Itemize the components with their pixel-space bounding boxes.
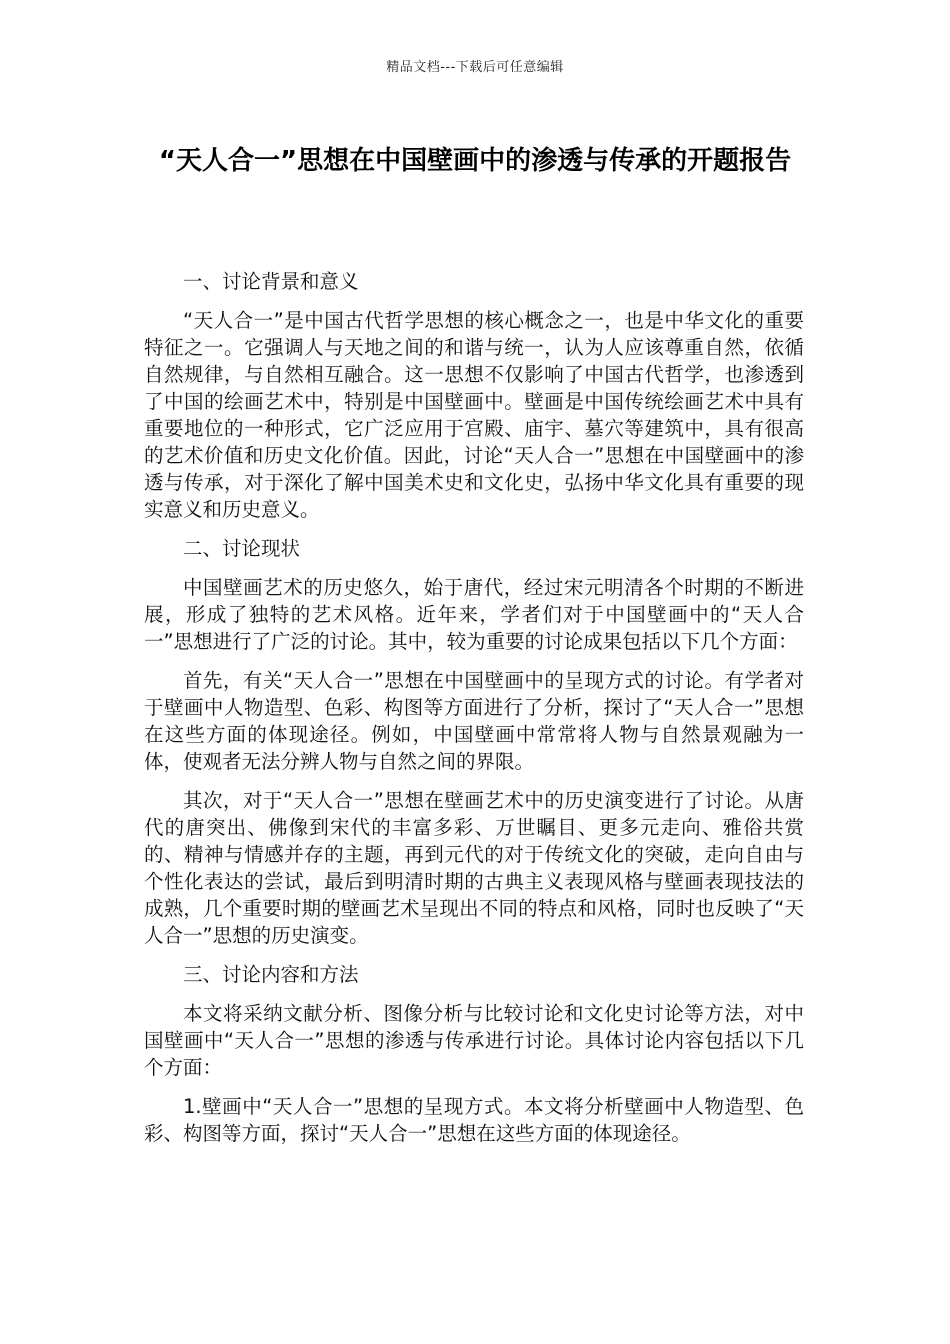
paragraph: 其次，对于“天人合一”思想在壁画艺术中的历史演变进行了讨论。从唐代的唐突出、佛像到宋代的丰富多彩、万世瞩目、更多元走向、雅俗共赏的、精神与情感并存的主题，再到元代的对于传统文化的突破，走向自由与个性化表达的尝试，最后到明清时期的古典主义表现风格与壁画表现技法的成熟，几个重要时期的壁画艺术呈现出不同的特点和风格，同时也反映了“天人合一”思想的历史演变。 [144, 789, 804, 947]
paragraph: 本文将采纳文献分析、图像分析与比较讨论和文化史讨论等方法，对中国壁画中“天人合一”思想的渗透与传承进行讨论。具体讨论内容包括以下几个方面： [144, 1002, 804, 1079]
document-body [144, 268, 804, 1159]
paragraph: 1.壁画中“天人合一”思想的呈现方式。本文将分析壁画中人物造型、色彩、构图等方面，探讨“天人合一”思想在这些方面的体现途径。 [144, 1095, 804, 1145]
paragraph: 首先，有关“天人合一”思想在中国壁画中的呈现方式的讨论。有学者对于壁画中人物造型、色彩、构图等方面进行了分析，探讨了“天人合一”思想在这些方面的体现途径。例如，中国壁画中常常将人物与自然景观融为一体，使观者无法分辨人物与自然之间的界限。 [144, 669, 804, 773]
section-heading: 二、讨论现状 [183, 537, 301, 560]
page-title: “天人合一”思想在中国壁画中的渗透与传承的开题报告 [158, 146, 792, 176]
paragraph: “天人合一”是中国古代哲学思想的核心概念之一，也是中华文化的重要特征之一。它强调人与天地之间的和谐与统一，认为人应该尊重自然，依循自然规律，与自然相互融合。这一思想不仅影响了中国古代哲学，也渗透到了中国的绘画艺术中，特别是中国壁画中。壁画是中国传统绘画艺术中具有重要地位的一种形式，它广泛应用于宫殿、庙宇、墓穴等建筑中，具有很高的艺术价值和历史文化价值。因此，讨论“天人合一”思想在中国壁画中的渗透与传承，对于深化了解中国美术史和文化史，弘扬中华文化具有重要的现实意义和历史意义。 [144, 309, 804, 521]
section-heading: 三、讨论内容和方法 [183, 963, 359, 986]
paragraph: 中国壁画艺术的历史悠久，始于唐代，经过宋元明清各个时期的不断进展，形成了独特的艺术风格。近年来，学者们对于中国壁画中的“天人合一”思想进行了广泛的讨论。其中，较为重要的讨论成果包括以下几个方面： [144, 576, 804, 653]
section-heading: 一、讨论背景和意义 [183, 270, 359, 293]
header-watermark: 精品文档---下载后可任意编辑 [386, 60, 564, 75]
